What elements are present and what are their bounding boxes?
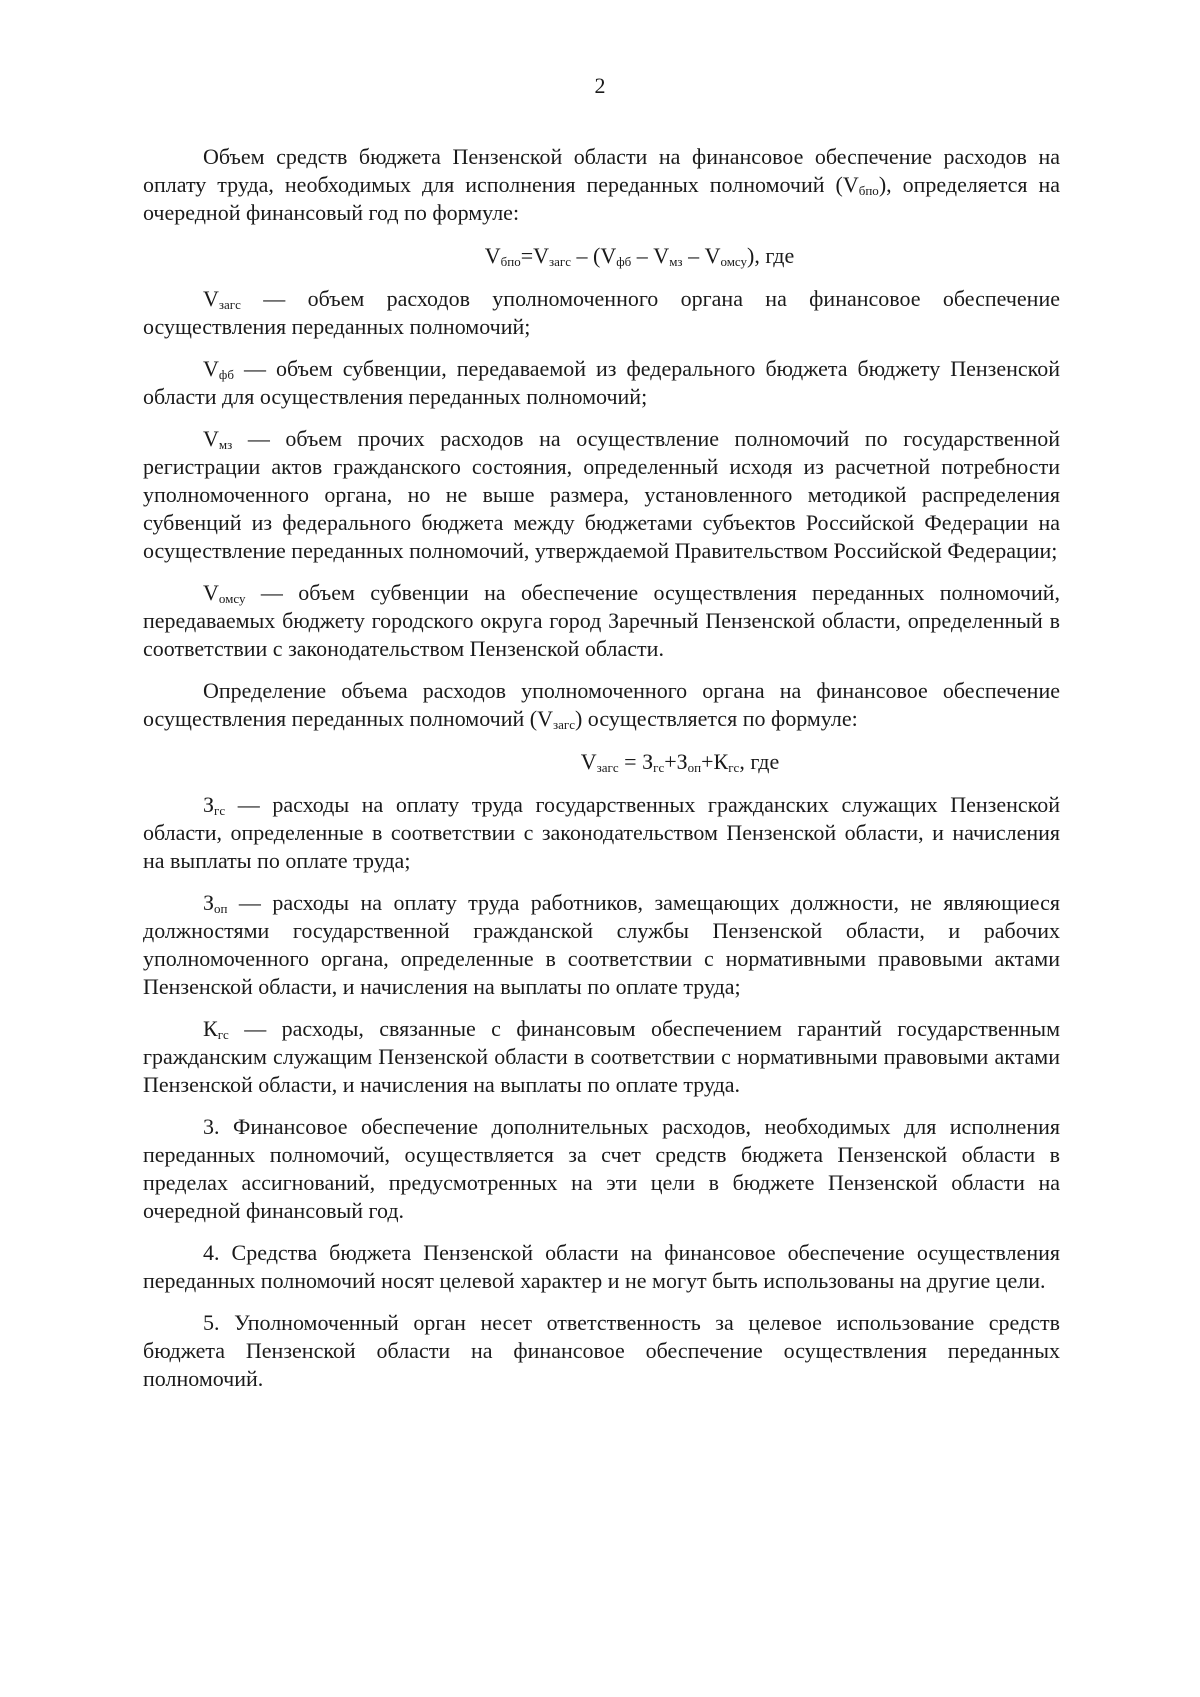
paragraph-text: Объем средств бюджета Пензенской области на финансовое обеспечение расходов на оплату труда, необходимых для исполнения переданных полномочий (V — [143, 144, 1060, 197]
formula-term: V — [580, 749, 597, 774]
variable: V — [203, 580, 219, 605]
variable: V — [203, 286, 219, 311]
definition-text: — расходы на оплату труда государственных гражданских служащих Пензенской области, определенные в соответствии с законодательством Пензенской области, и начисления на выплаты по оплате труда; — [143, 792, 1060, 873]
definition-text: — расходы на оплату труда работников, замещающих должности, не являющиеся должностями государственной гражданской службы Пензенской области, и рабочих уполномоченного органа, определенные в соответствии с нормативными правовыми актами Пензенской области, и начисления на выплаты по оплате труда; — [143, 890, 1060, 999]
subscript: фб — [218, 367, 234, 382]
paragraph-text: ), определяется на очередной финансовый год по формуле: — [143, 172, 1060, 225]
formula-term: – V — [631, 243, 670, 268]
formula-term: – V — [682, 243, 721, 268]
subscript: гс — [728, 760, 740, 775]
variable: З — [203, 792, 215, 817]
subscript: гс — [214, 803, 226, 818]
item-5: 5. Уполномоченный орган несет ответственность за целевое использование средств бюджета Пензенской области на финансовое обеспечение осуществления переданных полномочий. — [143, 1310, 1060, 1391]
subscript: омсу — [720, 254, 748, 269]
subscript: оп — [214, 901, 228, 916]
definition-v-fb — [143, 355, 1060, 411]
item-4: 4. Средства бюджета Пензенской области на финансовое обеспечение осуществления переданных полномочий носят целевой характер и не могут быть использованы на другие цели. — [143, 1240, 1060, 1293]
formula-term: V — [484, 243, 501, 268]
subscript: загс — [218, 297, 241, 312]
definition-z-op — [143, 889, 1060, 1001]
subscript: загс — [552, 717, 575, 732]
subscript: гс — [653, 760, 665, 775]
item-3: 3. Финансовое обеспечение дополнительных расходов, необходимых для исполнения переданных полномочий, осуществляется за счет средств бюджета Пензенской области в пределах ассигнований, предусмотренных на эти цели в бюджете Пензенской области на очередной финансовый год. — [143, 1114, 1060, 1223]
formula-budget-volume — [143, 241, 1060, 271]
definition-v-mz — [143, 425, 1060, 565]
definition-text: — объем субвенции на обеспечение осуществления переданных полномочий, передаваемых бюджету городского округа город Заречный Пензенской области, определенный в соответствии с законодательством Пензенской области. — [143, 580, 1060, 661]
subscript: мз — [218, 437, 233, 452]
definition-v-zags — [143, 285, 1060, 341]
formula-term: =V — [520, 243, 550, 268]
formula-term: ), где — [747, 243, 795, 268]
variable: З — [203, 890, 215, 915]
formula-term: +З — [664, 749, 688, 774]
variable: V — [203, 426, 219, 451]
subscript: загс — [549, 254, 572, 269]
paragraph-text: ) осуществляется по формуле: — [574, 706, 858, 731]
formula-term: – (V — [571, 243, 617, 268]
definition-text: — объем прочих расходов на осуществление полномочий по государственной регистрации актов гражданского состояния, определенный исходя из расчетной потребности уполномоченного органа, но не выше размера, установленного методикой распределения субвенций из федерального бюджета между бюджетами субъектов Российской Федерации на осуществление переданных полномочий, утверждаемой Правительством Российской Федерации; — [143, 426, 1060, 563]
formula-zags-volume — [143, 747, 1060, 777]
subscript: оп — [687, 760, 702, 775]
definition-v-omsu — [143, 579, 1060, 663]
page-number: 2 — [594, 73, 606, 98]
subscript: гс — [217, 1027, 229, 1042]
subscript: загс — [596, 760, 619, 775]
document-body — [143, 143, 1060, 1407]
variable: К — [203, 1016, 218, 1041]
definition-z-gs — [143, 791, 1060, 875]
variable: V — [203, 356, 219, 381]
subscript: бпо — [500, 254, 521, 269]
subscript: фб — [616, 254, 632, 269]
definition-k-gs — [143, 1015, 1060, 1099]
subscript: мз — [669, 254, 683, 269]
formula-term: = З — [618, 749, 654, 774]
definition-text: — объем расходов уполномоченного органа на финансовое обеспечение осуществления переданных полномочий; — [143, 286, 1060, 339]
definition-text: — объем субвенции, передаваемой из федерального бюджета бюджету Пензенской области для осуществления переданных полномочий; — [143, 356, 1060, 409]
subscript: омсу — [218, 591, 246, 606]
formula-term: +К — [701, 749, 729, 774]
subscript: бпо — [858, 183, 879, 198]
paragraph-text: Определение объема расходов уполномоченного органа на финансовое обеспечение осуществления переданных полномочий (V — [143, 678, 1060, 731]
formula-term: , где — [739, 749, 780, 774]
paragraph-zags-volume — [143, 677, 1060, 733]
definition-text: — расходы, связанные с финансовым обеспечением гарантий государственным гражданским служащим Пензенской области в соответствии с нормативными правовыми актами Пензенской области, и начисления на выплаты по оплате труда. — [143, 1016, 1060, 1097]
paragraph-budget-volume — [143, 143, 1060, 227]
